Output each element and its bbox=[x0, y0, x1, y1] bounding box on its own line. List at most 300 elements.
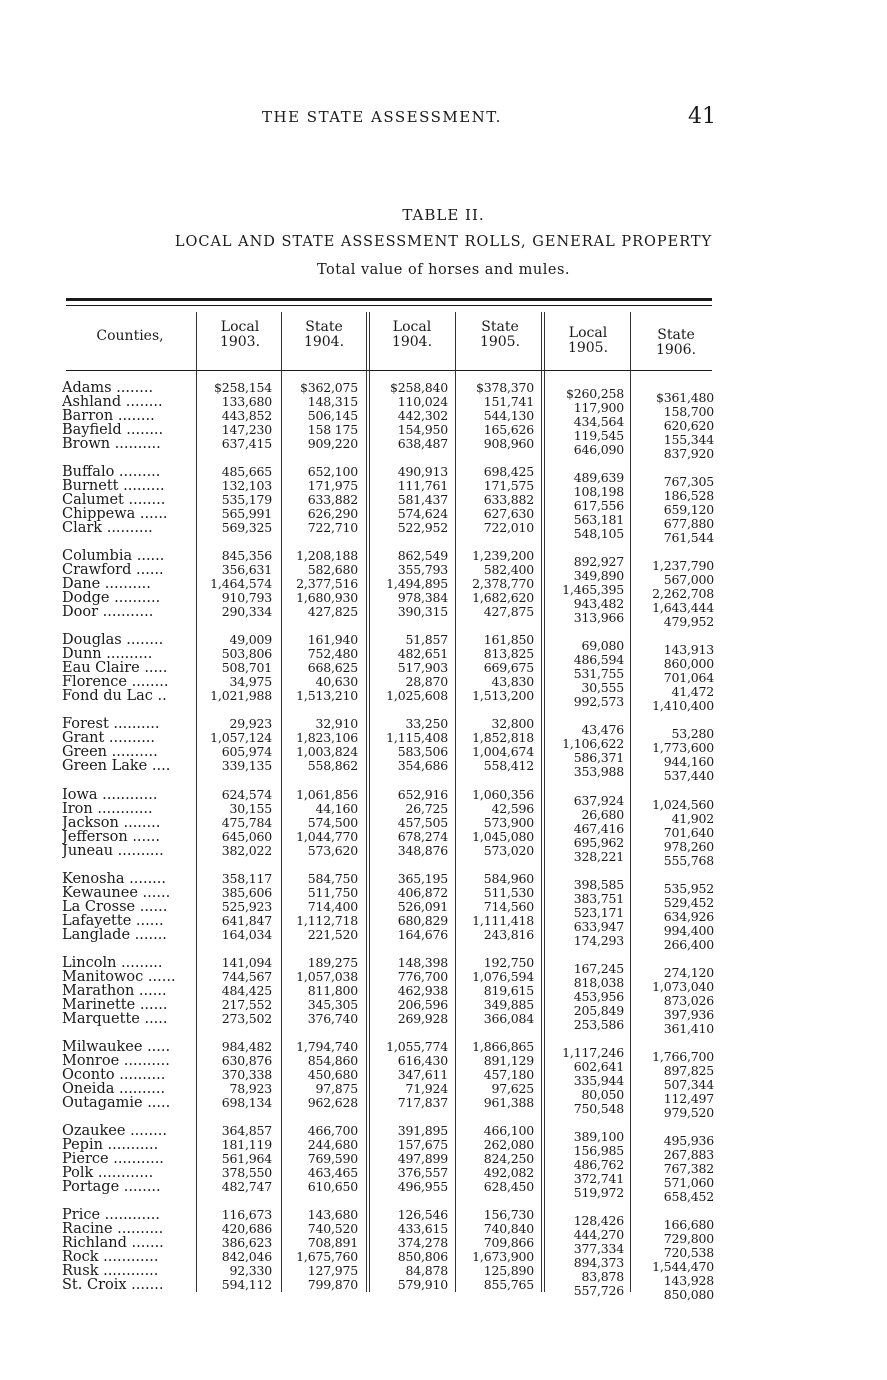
value-cell: 486,762 bbox=[573, 1157, 624, 1172]
value-cell: 466,100 bbox=[483, 1123, 534, 1138]
value-cell: 669,675 bbox=[483, 660, 534, 675]
value-cell: 97,875 bbox=[315, 1081, 358, 1096]
value-cell: 910,793 bbox=[221, 590, 272, 605]
value-cell: 605,974 bbox=[221, 744, 272, 759]
value-cell: 43,830 bbox=[491, 674, 534, 689]
value-cell: 391,895 bbox=[397, 1123, 448, 1138]
value-cell: 537,440 bbox=[663, 768, 714, 783]
value-cell: 1,682,620 bbox=[472, 590, 534, 605]
value-cell: 116,673 bbox=[221, 1207, 272, 1222]
value-cell: 677,880 bbox=[663, 516, 714, 531]
value-cell: 1,494,895 bbox=[386, 576, 448, 591]
value-cell: 2,377,516 bbox=[296, 576, 358, 591]
value-cell: 708,891 bbox=[307, 1235, 358, 1250]
value-cell: 273,502 bbox=[221, 1011, 272, 1026]
value-cell: 78,923 bbox=[229, 1081, 272, 1096]
value-cell: 1,465,395 bbox=[562, 582, 624, 597]
value-cell: 427,825 bbox=[307, 604, 358, 619]
header-rule bbox=[66, 370, 712, 371]
value-cell: 850,806 bbox=[397, 1249, 448, 1264]
county-name: Ashland ........ bbox=[62, 395, 163, 409]
value-cell: 479,952 bbox=[663, 614, 714, 629]
value-cell: 557,726 bbox=[573, 1283, 624, 1298]
value-cell: $378,370 bbox=[475, 380, 534, 395]
table-title: TABLE II. bbox=[402, 206, 485, 224]
county-name: Richland ....... bbox=[62, 1236, 164, 1250]
county-name: Lafayette ...... bbox=[62, 914, 164, 928]
value-cell: 634,926 bbox=[663, 909, 714, 924]
value-cell: $260,258 bbox=[565, 386, 624, 401]
value-cell: 151,741 bbox=[483, 394, 534, 409]
value-cell: 630,876 bbox=[221, 1053, 272, 1068]
page-number: 41 bbox=[688, 104, 716, 129]
value-cell: 522,952 bbox=[397, 520, 448, 535]
county-name: Portage ........ bbox=[62, 1180, 161, 1194]
county-name: Milwaukee ..... bbox=[62, 1040, 171, 1054]
value-cell: 192,750 bbox=[483, 955, 534, 970]
value-cell: 668,625 bbox=[307, 660, 358, 675]
county-name: Ozaukee ........ bbox=[62, 1124, 167, 1138]
value-cell: 110,024 bbox=[397, 394, 448, 409]
county-name: Price ............ bbox=[62, 1208, 160, 1222]
county-name: Jackson ........ bbox=[62, 816, 161, 830]
value-cell: 994,400 bbox=[663, 923, 714, 938]
header-counties: Counties, bbox=[96, 328, 164, 344]
value-cell: 626,290 bbox=[307, 506, 358, 521]
value-cell: 53,280 bbox=[671, 726, 714, 741]
value-cell: 961,388 bbox=[483, 1095, 534, 1110]
value-cell: 1,117,246 bbox=[562, 1045, 624, 1060]
value-cell: 1,057,038 bbox=[296, 969, 358, 984]
value-cell: 769,590 bbox=[307, 1151, 358, 1166]
value-cell: 567,000 bbox=[663, 572, 714, 587]
value-cell: 535,952 bbox=[663, 881, 714, 896]
value-cell: 582,680 bbox=[307, 562, 358, 577]
value-cell: 819,615 bbox=[483, 983, 534, 998]
value-cell: 244,680 bbox=[307, 1137, 358, 1152]
value-cell: 1,044,770 bbox=[296, 829, 358, 844]
value-cell: 535,179 bbox=[221, 492, 272, 507]
value-cell: 845,356 bbox=[221, 548, 272, 563]
county-name: Adams ........ bbox=[62, 381, 154, 395]
county-name: Rusk ............ bbox=[62, 1264, 159, 1278]
county-name: Brown .......... bbox=[62, 437, 161, 451]
value-cell: 1,866,865 bbox=[472, 1039, 534, 1054]
value-cell: 444,270 bbox=[573, 1227, 624, 1242]
value-cell: 83,878 bbox=[581, 1269, 624, 1284]
value-cell: 427,875 bbox=[483, 604, 534, 619]
value-cell: 1,025,608 bbox=[386, 688, 448, 703]
value-cell: 818,038 bbox=[573, 975, 624, 990]
value-cell: 406,872 bbox=[397, 885, 448, 900]
value-cell: 166,680 bbox=[663, 1217, 714, 1232]
value-cell: 356,631 bbox=[221, 562, 272, 577]
value-cell: 507,344 bbox=[663, 1077, 714, 1092]
value-cell: 186,528 bbox=[663, 488, 714, 503]
value-cell: 26,680 bbox=[581, 807, 624, 822]
value-cell: 221,520 bbox=[307, 927, 358, 942]
value-cell: 586,371 bbox=[573, 750, 624, 765]
county-name: La Crosse ...... bbox=[62, 900, 168, 914]
value-cell: 443,852 bbox=[221, 408, 272, 423]
value-cell: 908,960 bbox=[483, 436, 534, 451]
value-cell: 740,520 bbox=[307, 1221, 358, 1236]
value-cell: 909,220 bbox=[307, 436, 358, 451]
value-cell: 1,073,040 bbox=[652, 979, 714, 994]
county-name: Monroe .......... bbox=[62, 1054, 170, 1068]
value-cell: 382,022 bbox=[221, 843, 272, 858]
value-cell: 157,675 bbox=[397, 1137, 448, 1152]
value-cell: 497,899 bbox=[397, 1151, 448, 1166]
value-cell: 638,487 bbox=[397, 436, 448, 451]
county-name: Clark .......... bbox=[62, 521, 153, 535]
value-cell: 376,557 bbox=[397, 1165, 448, 1180]
value-cell: 1,115,408 bbox=[386, 730, 448, 745]
value-cell: 701,064 bbox=[663, 670, 714, 685]
county-name: Racine .......... bbox=[62, 1222, 164, 1236]
county-name: Polk ............ bbox=[62, 1166, 154, 1180]
value-cell: 978,260 bbox=[663, 839, 714, 854]
value-cell: 544,130 bbox=[483, 408, 534, 423]
value-cell: 2,378,770 bbox=[472, 576, 534, 591]
value-cell: 555,768 bbox=[663, 853, 714, 868]
county-name: Lincoln ......... bbox=[62, 956, 163, 970]
value-cell: 776,700 bbox=[397, 969, 448, 984]
top-rule-thick bbox=[66, 298, 712, 301]
value-cell: 594,112 bbox=[221, 1277, 272, 1292]
value-cell: 583,506 bbox=[397, 744, 448, 759]
value-cell: 253,586 bbox=[573, 1017, 624, 1032]
value-cell: 1,076,594 bbox=[472, 969, 534, 984]
value-cell: 569,325 bbox=[221, 520, 272, 535]
county-name: Outagamie ..... bbox=[62, 1096, 171, 1110]
county-name: Eau Claire ..... bbox=[62, 661, 168, 675]
value-cell: 1,061,856 bbox=[296, 787, 358, 802]
value-cell: 171,575 bbox=[483, 478, 534, 493]
value-cell: 390,315 bbox=[397, 604, 448, 619]
value-cell: 1,106,622 bbox=[562, 736, 624, 751]
value-cell: 127,975 bbox=[307, 1263, 358, 1278]
value-cell: 313,966 bbox=[573, 610, 624, 625]
value-cell: 581,437 bbox=[397, 492, 448, 507]
county-name: Kewaunee ...... bbox=[62, 886, 171, 900]
value-cell: 174,293 bbox=[573, 933, 624, 948]
value-cell: 358,117 bbox=[221, 871, 272, 886]
value-cell: 156,985 bbox=[573, 1143, 624, 1158]
county-name: Pepin ........... bbox=[62, 1138, 159, 1152]
value-cell: 873,026 bbox=[663, 993, 714, 1008]
value-cell: 495,936 bbox=[663, 1133, 714, 1148]
value-cell: 466,700 bbox=[307, 1123, 358, 1138]
value-cell: 525,923 bbox=[221, 899, 272, 914]
value-cell: $362,075 bbox=[299, 380, 358, 395]
value-cell: 633,882 bbox=[483, 492, 534, 507]
value-cell: 637,924 bbox=[573, 793, 624, 808]
value-cell: 189,275 bbox=[307, 955, 358, 970]
value-cell: 698,425 bbox=[483, 464, 534, 479]
value-cell: 561,964 bbox=[221, 1151, 272, 1166]
county-name: Marquette ..... bbox=[62, 1012, 168, 1026]
value-cell: 267,883 bbox=[663, 1147, 714, 1162]
value-cell: 164,676 bbox=[397, 927, 448, 942]
value-cell: 752,480 bbox=[307, 646, 358, 661]
county-name: Rock ............ bbox=[62, 1250, 159, 1264]
value-cell: 579,910 bbox=[397, 1277, 448, 1292]
value-cell: 154,950 bbox=[397, 422, 448, 437]
value-cell: 523,171 bbox=[573, 905, 624, 920]
value-cell: 181,119 bbox=[221, 1137, 272, 1152]
county-name: Calumet ........ bbox=[62, 493, 166, 507]
value-cell: 1,673,900 bbox=[472, 1249, 534, 1264]
county-name: Crawford ...... bbox=[62, 563, 164, 577]
value-cell: 1,004,674 bbox=[472, 744, 534, 759]
value-cell: 112,497 bbox=[663, 1091, 714, 1106]
value-cell: 627,630 bbox=[483, 506, 534, 521]
county-name: Fond du Lac .. bbox=[62, 689, 167, 703]
value-cell: 652,916 bbox=[397, 787, 448, 802]
value-cell: 243,816 bbox=[483, 927, 534, 942]
value-cell: 30,555 bbox=[581, 680, 624, 695]
value-cell: 1,544,470 bbox=[652, 1259, 714, 1274]
county-name: Green .......... bbox=[62, 745, 158, 759]
value-cell: 206,596 bbox=[397, 997, 448, 1012]
value-cell: 722,010 bbox=[483, 520, 534, 535]
top-rule-thin bbox=[66, 305, 712, 306]
value-cell: 659,120 bbox=[663, 502, 714, 517]
value-cell: 486,594 bbox=[573, 652, 624, 667]
value-cell: 978,384 bbox=[397, 590, 448, 605]
value-cell: 353,988 bbox=[573, 764, 624, 779]
county-name: Manitowoc ...... bbox=[62, 970, 176, 984]
value-cell: 143,680 bbox=[307, 1207, 358, 1222]
value-cell: 637,415 bbox=[221, 436, 272, 451]
value-cell: 475,784 bbox=[221, 815, 272, 830]
county-name: Dunn .......... bbox=[62, 647, 153, 661]
value-cell: 370,338 bbox=[221, 1067, 272, 1082]
county-name: Chippewa ...... bbox=[62, 507, 168, 521]
value-cell: 714,560 bbox=[483, 899, 534, 914]
value-cell: 842,046 bbox=[221, 1249, 272, 1264]
county-name: Dodge .......... bbox=[62, 591, 161, 605]
value-cell: 1,003,824 bbox=[296, 744, 358, 759]
value-cell: 860,000 bbox=[663, 656, 714, 671]
county-name: Iron ............ bbox=[62, 802, 153, 816]
value-cell: 26,725 bbox=[405, 801, 448, 816]
header-local-1904: Local 1904. bbox=[391, 319, 433, 350]
value-cell: 695,962 bbox=[573, 835, 624, 850]
value-cell: 128,426 bbox=[573, 1213, 624, 1228]
column-divider-double bbox=[541, 312, 545, 1292]
value-cell: $258,154 bbox=[213, 380, 272, 395]
value-cell: 511,750 bbox=[307, 885, 358, 900]
value-cell: 1,060,356 bbox=[472, 787, 534, 802]
county-name: Forest .......... bbox=[62, 717, 160, 731]
value-cell: 450,680 bbox=[307, 1067, 358, 1082]
running-title: THE STATE ASSESSMENT. bbox=[262, 108, 502, 126]
value-cell: 506,145 bbox=[307, 408, 358, 423]
value-cell: 161,940 bbox=[307, 632, 358, 647]
value-cell: 584,750 bbox=[307, 871, 358, 886]
column-divider bbox=[630, 312, 631, 1292]
value-cell: 573,620 bbox=[307, 843, 358, 858]
value-cell: 147,230 bbox=[221, 422, 272, 437]
value-cell: 262,080 bbox=[483, 1137, 534, 1152]
value-cell: 714,400 bbox=[307, 899, 358, 914]
county-name: Columbia ...... bbox=[62, 549, 165, 563]
value-cell: 1,823,106 bbox=[296, 730, 358, 745]
value-cell: 43,476 bbox=[581, 722, 624, 737]
value-cell: 573,900 bbox=[483, 815, 534, 830]
value-cell: 517,903 bbox=[397, 660, 448, 675]
value-cell: 1,208,188 bbox=[296, 548, 358, 563]
value-cell: 205,849 bbox=[573, 1003, 624, 1018]
value-cell: 442,302 bbox=[397, 408, 448, 423]
value-cell: 1,239,200 bbox=[472, 548, 534, 563]
value-cell: 30,155 bbox=[229, 801, 272, 816]
value-cell: 1,794,740 bbox=[296, 1039, 358, 1054]
value-cell: 628,450 bbox=[483, 1179, 534, 1194]
county-name: Dane .......... bbox=[62, 577, 151, 591]
value-cell: 1,057,124 bbox=[210, 730, 272, 745]
value-cell: 482,651 bbox=[397, 646, 448, 661]
value-cell: 484,425 bbox=[221, 983, 272, 998]
value-cell: 1,045,080 bbox=[472, 829, 534, 844]
county-name: Juneau .......... bbox=[62, 844, 164, 858]
value-cell: 548,105 bbox=[573, 526, 624, 541]
value-cell: 148,315 bbox=[307, 394, 358, 409]
value-cell: 345,305 bbox=[307, 997, 358, 1012]
value-cell: 372,741 bbox=[573, 1171, 624, 1186]
value-cell: 485,665 bbox=[221, 464, 272, 479]
value-cell: 531,755 bbox=[573, 666, 624, 681]
value-cell: 709,866 bbox=[483, 1235, 534, 1250]
value-cell: 1,111,418 bbox=[472, 913, 534, 928]
value-cell: 335,944 bbox=[573, 1073, 624, 1088]
value-cell: 42,596 bbox=[491, 801, 534, 816]
value-cell: 132,103 bbox=[221, 478, 272, 493]
value-cell: 217,552 bbox=[221, 997, 272, 1012]
value-cell: 171,975 bbox=[307, 478, 358, 493]
value-cell: 602,641 bbox=[573, 1059, 624, 1074]
value-cell: 158 175 bbox=[307, 422, 358, 437]
value-cell: 49,009 bbox=[229, 632, 272, 647]
value-cell: 824,250 bbox=[483, 1151, 534, 1166]
value-cell: 266,400 bbox=[663, 937, 714, 952]
value-cell: 633,947 bbox=[573, 919, 624, 934]
value-cell: 462,938 bbox=[397, 983, 448, 998]
value-cell: 1,021,988 bbox=[210, 688, 272, 703]
value-cell: 490,913 bbox=[397, 464, 448, 479]
value-cell: 720,538 bbox=[663, 1245, 714, 1260]
value-cell: 348,876 bbox=[397, 843, 448, 858]
value-cell: 97,625 bbox=[491, 1081, 534, 1096]
value-cell: 269,928 bbox=[397, 1011, 448, 1026]
value-cell: 529,452 bbox=[663, 895, 714, 910]
header-local-1903: Local 1903. bbox=[219, 319, 261, 350]
value-cell: 492,082 bbox=[483, 1165, 534, 1180]
value-cell: 680,829 bbox=[397, 913, 448, 928]
value-cell: 558,412 bbox=[483, 758, 534, 773]
county-name: Iowa ............ bbox=[62, 788, 158, 802]
value-cell: 125,890 bbox=[483, 1263, 534, 1278]
value-cell: 511,530 bbox=[483, 885, 534, 900]
county-name: Grant .......... bbox=[62, 731, 156, 745]
value-cell: 740,840 bbox=[483, 1221, 534, 1236]
value-cell: 349,885 bbox=[483, 997, 534, 1012]
value-cell: 108,198 bbox=[573, 484, 624, 499]
value-cell: $258,840 bbox=[389, 380, 448, 395]
value-cell: 729,800 bbox=[663, 1231, 714, 1246]
value-cell: 361,410 bbox=[663, 1021, 714, 1036]
county-name: Marinette ...... bbox=[62, 998, 168, 1012]
value-cell: 855,765 bbox=[483, 1277, 534, 1292]
value-cell: 508,701 bbox=[221, 660, 272, 675]
value-cell: 41,472 bbox=[671, 684, 714, 699]
value-cell: 767,382 bbox=[663, 1161, 714, 1176]
value-cell: 365,195 bbox=[397, 871, 448, 886]
value-cell: 1,410,400 bbox=[652, 698, 714, 713]
value-cell: 813,825 bbox=[483, 646, 534, 661]
county-name: Buffalo ......... bbox=[62, 465, 161, 479]
value-cell: 366,084 bbox=[483, 1011, 534, 1026]
value-cell: 1,773,600 bbox=[652, 740, 714, 755]
value-cell: 610,650 bbox=[307, 1179, 358, 1194]
value-cell: 143,928 bbox=[663, 1273, 714, 1288]
value-cell: 850,080 bbox=[663, 1287, 714, 1302]
value-cell: 28,870 bbox=[405, 674, 448, 689]
value-cell: 457,180 bbox=[483, 1067, 534, 1082]
value-cell: 1,513,200 bbox=[472, 688, 534, 703]
value-cell: 744,567 bbox=[221, 969, 272, 984]
value-cell: 750,548 bbox=[573, 1101, 624, 1116]
value-cell: 563,181 bbox=[573, 512, 624, 527]
value-cell: 377,334 bbox=[573, 1241, 624, 1256]
header-state-1906: State 1906. bbox=[655, 327, 697, 358]
value-cell: 645,060 bbox=[221, 829, 272, 844]
value-cell: 156,730 bbox=[483, 1207, 534, 1222]
value-cell: 701,640 bbox=[663, 825, 714, 840]
value-cell: 894,373 bbox=[573, 1255, 624, 1270]
value-cell: 620,620 bbox=[663, 418, 714, 433]
value-cell: 164,034 bbox=[221, 927, 272, 942]
value-cell: 117,900 bbox=[573, 400, 624, 415]
value-cell: 897,825 bbox=[663, 1063, 714, 1078]
value-cell: 383,751 bbox=[573, 891, 624, 906]
value-cell: 33,250 bbox=[405, 716, 448, 731]
value-cell: 71,924 bbox=[405, 1081, 448, 1096]
county-name: Oneida .......... bbox=[62, 1082, 166, 1096]
value-cell: 378,550 bbox=[221, 1165, 272, 1180]
value-cell: 962,628 bbox=[307, 1095, 358, 1110]
value-cell: 646,090 bbox=[573, 442, 624, 457]
value-cell: 761,544 bbox=[663, 530, 714, 545]
value-cell: 32,800 bbox=[491, 716, 534, 731]
table-caption: Total value of horses and mules. bbox=[316, 262, 570, 278]
value-cell: 574,624 bbox=[397, 506, 448, 521]
value-cell: 84,878 bbox=[405, 1263, 448, 1278]
value-cell: 158,700 bbox=[663, 404, 714, 419]
value-cell: 573,020 bbox=[483, 843, 534, 858]
value-cell: 80,050 bbox=[581, 1087, 624, 1102]
value-cell: 558,862 bbox=[307, 758, 358, 773]
value-cell: 364,857 bbox=[221, 1123, 272, 1138]
value-cell: 34,975 bbox=[229, 674, 272, 689]
value-cell: 722,710 bbox=[307, 520, 358, 535]
table-subtitle: LOCAL AND STATE ASSESSMENT ROLLS, GENERAL PROPERTY bbox=[174, 234, 713, 250]
value-cell: 165,626 bbox=[483, 422, 534, 437]
value-cell: 467,416 bbox=[573, 821, 624, 836]
value-cell: 111,761 bbox=[397, 478, 448, 493]
